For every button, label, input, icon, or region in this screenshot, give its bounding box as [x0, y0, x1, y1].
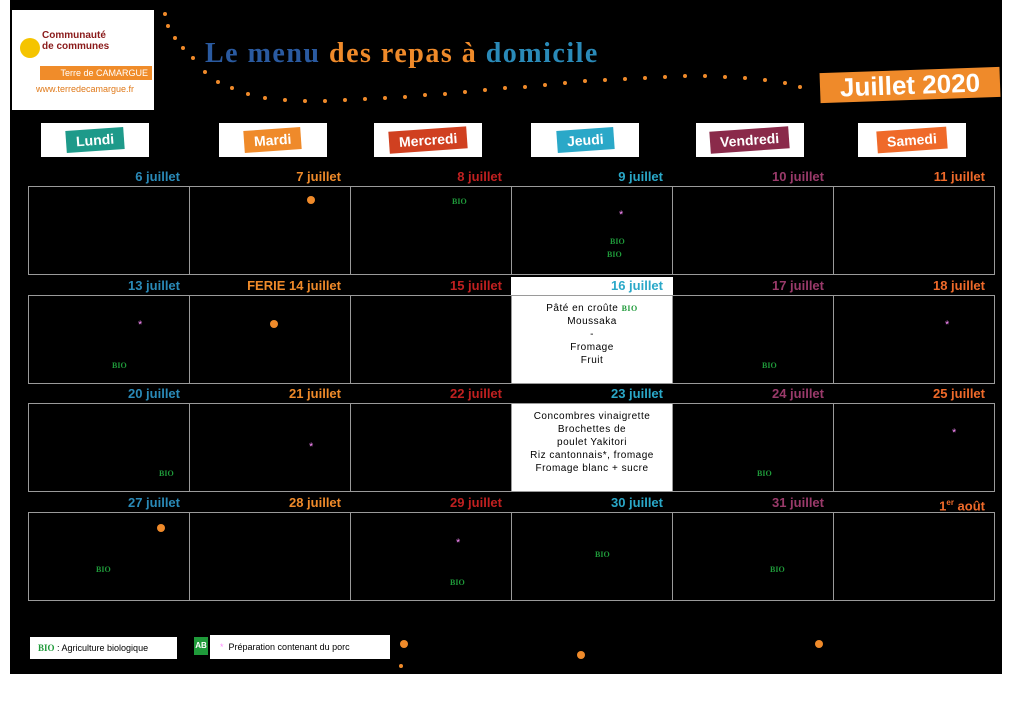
day-cell	[350, 295, 512, 384]
menu-line: Fruit	[580, 355, 604, 366]
pork-icon: *	[952, 427, 957, 439]
title-part3: domicile	[485, 38, 599, 69]
day-header-2	[374, 123, 482, 157]
date-label: 24 juillet	[771, 386, 824, 401]
orange-dot-icon	[270, 320, 278, 328]
menu-line: -	[590, 329, 594, 340]
bio-badge: BIO	[112, 361, 127, 370]
logo-line1: Communauté	[42, 30, 106, 41]
title-part2: des repas à	[329, 38, 486, 69]
logo-brand: Terre de CAMARGUE	[40, 66, 152, 80]
bio-badge: BIO	[595, 550, 610, 559]
orange-dot-icon	[307, 196, 315, 204]
decor-dot	[815, 640, 823, 648]
pork-icon: *	[619, 209, 624, 221]
day-cell	[189, 295, 351, 384]
day-cell	[672, 403, 834, 492]
legend-bio-tag: BIO	[38, 643, 55, 653]
date-label: 21 juillet	[288, 386, 341, 401]
page-title	[205, 38, 599, 70]
date-label: 23 juillet	[610, 386, 663, 401]
menu-line: Brochettes de	[557, 424, 627, 435]
logo-line2: de communes	[42, 41, 110, 52]
menu-line: Moussaka	[567, 316, 617, 327]
date-label: 25 juillet	[932, 386, 985, 401]
legend-pork	[210, 635, 390, 659]
day-cell	[511, 512, 673, 601]
pork-icon: *	[138, 319, 143, 331]
day-cell	[833, 512, 995, 601]
date-label: 7 juillet	[296, 169, 341, 184]
date-label: 29 juillet	[449, 495, 502, 510]
bio-badge: BIO	[610, 237, 625, 246]
day-label: Mercredi	[388, 126, 468, 153]
menu-line: Concombres vinaigrette	[533, 411, 651, 422]
logo-url: www.terredecamargue.fr	[36, 84, 135, 94]
date-label: 17 juillet	[771, 278, 824, 293]
legend-bio	[30, 637, 177, 659]
day-cell	[511, 403, 673, 492]
bio-badge: BIO	[96, 565, 111, 574]
decor-dot	[399, 664, 403, 668]
pork-icon: *	[309, 441, 314, 453]
decor-dot	[400, 640, 408, 648]
date-label: 10 juillet	[771, 169, 824, 184]
day-cell	[28, 403, 190, 492]
date-label: 22 juillet	[449, 386, 502, 401]
day-cell	[350, 186, 512, 275]
community-logo	[12, 10, 154, 110]
day-cell	[672, 512, 834, 601]
sun-icon	[20, 38, 40, 58]
decor-dot	[577, 651, 585, 659]
date-label: 8 juillet	[457, 169, 502, 184]
date-label: 6 juillet	[135, 169, 180, 184]
bio-badge: BIO	[607, 250, 622, 259]
day-cell	[833, 403, 995, 492]
bio-badge: BIO	[762, 361, 777, 370]
menu-line: Riz cantonnais*, fromage	[530, 450, 654, 461]
bio-badge: BIO	[450, 578, 465, 587]
legend-pork-text: Préparation contenant du porc	[228, 642, 350, 652]
date-label: 31 juillet	[771, 495, 824, 510]
bio-badge: BIO	[757, 469, 772, 478]
date-label: 9 juillet	[618, 169, 663, 184]
date-label: 20 juillet	[127, 386, 180, 401]
day-label: Lundi	[65, 127, 125, 153]
orange-dot-icon	[157, 524, 165, 532]
bio-badge: BIO	[159, 469, 174, 478]
menu-line: Fromage blanc + sucre	[535, 463, 649, 474]
bio-badge: BIO	[452, 197, 467, 206]
day-cell	[511, 295, 673, 384]
date-label: FERIE 14 juillet	[247, 278, 341, 293]
day-label: Mardi	[244, 127, 303, 153]
menu-line: poulet Yakitori	[557, 437, 627, 448]
day-cell	[350, 403, 512, 492]
day-cell	[833, 295, 995, 384]
day-cell	[833, 186, 995, 275]
legend-bio-text: : Agriculture biologique	[54, 643, 149, 653]
title-part1: Le menu	[205, 38, 329, 69]
day-header-5	[858, 123, 966, 157]
day-cell	[350, 512, 512, 601]
date-label: 15 juillet	[449, 278, 502, 293]
day-cell	[189, 186, 351, 275]
day-header-1	[219, 123, 327, 157]
day-cell	[189, 403, 351, 492]
date-label: 16 juillet	[511, 277, 673, 295]
bio-badge: BIO	[770, 565, 785, 574]
pork-icon: *	[220, 642, 224, 652]
pork-icon: *	[945, 319, 950, 331]
date-label: 30 juillet	[610, 495, 663, 510]
date-label: 13 juillet	[127, 278, 180, 293]
month-banner: Juillet 2020	[820, 67, 1001, 103]
date-label: 1er août	[939, 498, 985, 514]
day-cell	[28, 295, 190, 384]
menu-line: Pâté en croûte BIO	[546, 303, 638, 314]
day-cell	[511, 186, 673, 275]
day-cell	[189, 512, 351, 601]
ab-logo-icon: AB	[194, 637, 208, 655]
day-cell	[672, 295, 834, 384]
day-label: Vendredi	[710, 126, 790, 153]
day-label: Samedi	[876, 127, 947, 154]
pork-icon: *	[456, 537, 461, 549]
day-label: Jeudi	[556, 127, 614, 153]
date-label: 28 juillet	[288, 495, 341, 510]
day-cell	[672, 186, 834, 275]
menu-line: Fromage	[570, 342, 614, 353]
date-label: 27 juillet	[127, 495, 180, 510]
day-cell	[28, 512, 190, 601]
day-header-3	[531, 123, 639, 157]
day-header-4	[696, 123, 804, 157]
day-cell	[28, 186, 190, 275]
date-label: 18 juillet	[932, 278, 985, 293]
date-label: 11 juillet	[933, 169, 985, 184]
day-header-0	[41, 123, 149, 157]
